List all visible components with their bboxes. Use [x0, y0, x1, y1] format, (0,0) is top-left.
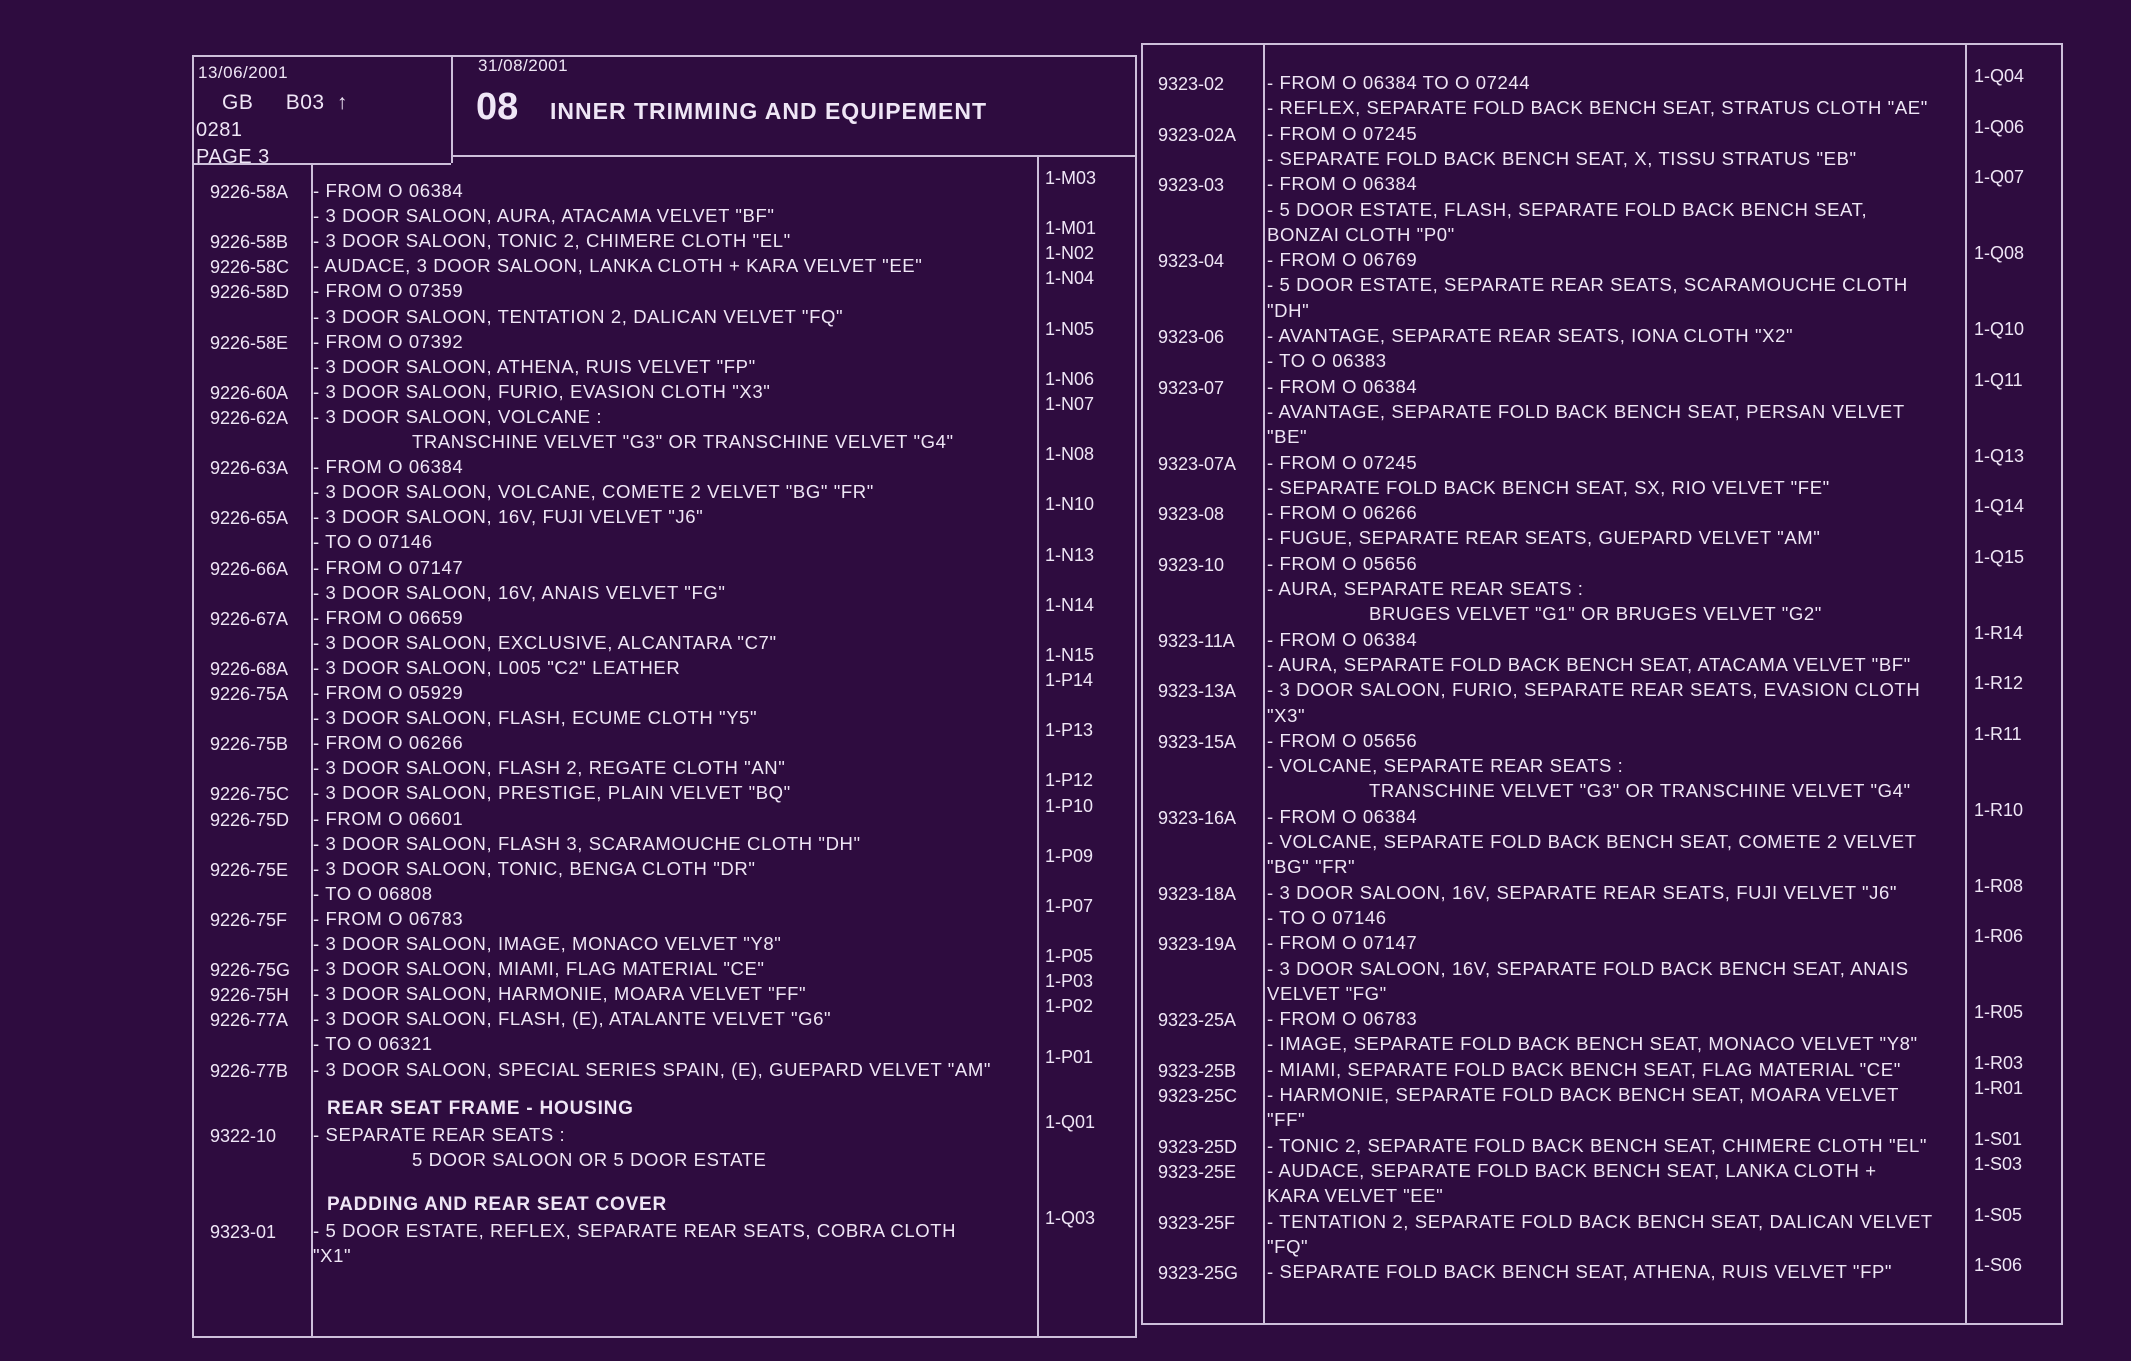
line-description: - TO O 07146 — [1267, 906, 1387, 928]
part-code: 1-Q06 — [1974, 116, 2025, 137]
line-description: "X1" — [313, 1244, 352, 1266]
part-code: 1-N15 — [1045, 644, 1095, 665]
line-description: - AURA, SEPARATE REAR SEATS : — [1267, 578, 1584, 599]
part-code: 1-Q08 — [1974, 243, 2025, 264]
part-reference: 9226-60A — [210, 382, 289, 403]
line-description: VELVET "FG" — [1267, 982, 1387, 1004]
line-description: - FROM O 07245 — [1267, 122, 1418, 144]
part-reference: 9226-77A — [210, 1010, 289, 1031]
line-description: - AVANTAGE, SEPARATE FOLD BACK BENCH SEAT, PERSAN VELVET — [1267, 400, 1905, 422]
line-description: - FROM O 06783 — [313, 907, 464, 929]
line-description: - TO O 06383 — [1267, 350, 1387, 372]
part-reference: 9323-06 — [1158, 327, 1225, 347]
line-description: - 3 DOOR SALOON, TONIC 2, CHIMERE CLOTH "EL" — [313, 230, 791, 252]
part-reference: 9323-04 — [1158, 251, 1225, 272]
line-description: - 5 DOOR ESTATE, FLASH, SEPARATE FOLD BACK BENCH SEAT, — [1267, 198, 1868, 220]
part-code: 1-R06 — [1974, 926, 2024, 947]
line-description: - AUDACE, SEPARATE FOLD BACK BENCH SEAT, LANKA CLOTH + — [1267, 1159, 1877, 1181]
part-reference: 9226-75C — [210, 784, 290, 805]
header-model-code: B03 — [285, 91, 325, 114]
line-description: "FF" — [1267, 1109, 1306, 1131]
part-code: 1-Q14 — [1974, 496, 2025, 517]
part-reference: 9323-07 — [1158, 377, 1225, 398]
part-reference: 9323-25A — [1158, 1010, 1237, 1031]
part-code: 1-R11 — [1974, 723, 2022, 744]
line-description: - REFLEX, SEPARATE FOLD BACK BENCH SEAT, STRATUS CLOTH "AE" — [1267, 97, 1928, 119]
part-code: 1-Q04 — [1974, 66, 2025, 86]
part-reference: 9323-25B — [1158, 1060, 1237, 1081]
part-reference: 9226-77B — [210, 1060, 289, 1081]
line-description: - FROM O 07245 — [1267, 451, 1418, 473]
line-description: - 3 DOOR SALOON, 16V, FUJI VELVET "J6" — [313, 506, 704, 528]
line-description: TRANSCHINE VELVET "G3" OR TRANSCHINE VELVET "G4" — [1369, 780, 1911, 802]
section-heading-rear-seat-frame: REAR SEAT FRAME - HOUSING — [327, 1097, 634, 1119]
line-description: - 3 DOOR SALOON, TONIC, BENGA CLOTH "DR" — [313, 857, 756, 879]
section-number: 08 — [476, 86, 519, 128]
part-code: 1-N13 — [1045, 544, 1095, 565]
part-reference: 9323-25E — [1158, 1161, 1237, 1182]
arrow-up-icon: ↑ — [336, 91, 348, 114]
part-code: 1-P10 — [1045, 795, 1094, 816]
part-reference: 9226-63A — [210, 458, 289, 479]
part-reference: 9323-25F — [1158, 1212, 1236, 1233]
part-reference: 9323-25G — [1158, 1263, 1239, 1284]
line-description: - FROM O 07359 — [313, 280, 464, 302]
part-code: 1-Q15 — [1974, 546, 2025, 567]
header-number: 0281 — [196, 119, 243, 141]
line-description: - 3 DOOR SALOON, FLASH, (E), ATALANTE VELVET "G6" — [313, 1008, 832, 1030]
part-code: 1-S05 — [1974, 1204, 2023, 1225]
line-description: - 3 DOOR SALOON, FURIO, SEPARATE REAR SEATS, EVASION CLOTH — [1267, 679, 1921, 701]
part-code: 1-N14 — [1045, 594, 1095, 615]
header-divider — [451, 55, 453, 163]
line-description: BRUGES VELVET "G1" OR BRUGES VELVET "G2" — [1369, 603, 1822, 625]
part-reference: 9323-08 — [1158, 504, 1225, 525]
part-reference: 9323-18A — [1158, 883, 1237, 904]
part-reference: 9226-75E — [210, 859, 289, 880]
part-reference: 9322-10 — [210, 1125, 277, 1146]
part-code: 1-Q13 — [1974, 445, 2025, 466]
part-code: 1-S01 — [1974, 1128, 2023, 1149]
line-description: - FROM O 06659 — [313, 606, 464, 628]
part-reference: 9323-25C — [1158, 1086, 1238, 1106]
line-description: - TONIC 2, SEPARATE FOLD BACK BENCH SEAT, CHIMERE CLOTH "EL" — [1267, 1134, 1928, 1156]
line-description: - FUGUE, SEPARATE REAR SEATS, GUEPARD VELVET "AM" — [1267, 527, 1821, 549]
line-description: - SEPARATE REAR SEATS : — [313, 1123, 566, 1145]
line-description: - FROM O 06384 — [1267, 628, 1418, 650]
part-reference: 9323-19A — [1158, 934, 1237, 955]
header-date-2: 31/08/2001 — [478, 56, 569, 75]
line-description: - TO O 06321 — [313, 1033, 433, 1055]
line-description: - VOLCANE, SEPARATE REAR SEATS : — [1267, 755, 1624, 777]
part-reference: 9323-02A — [1158, 124, 1237, 145]
part-code: 1-Q11 — [1974, 369, 2023, 390]
part-code: 1-P14 — [1045, 670, 1094, 690]
line-description: BONZAI CLOTH "P0" — [1267, 223, 1455, 245]
part-code: 1-Q01 — [1045, 1111, 1096, 1132]
part-code: 1-Q07 — [1974, 167, 2025, 188]
line-description: - 3 DOOR SALOON, MIAMI, FLAG MATERIAL "CE" — [313, 958, 765, 980]
right-ref-column-rule — [1263, 43, 1265, 1325]
line-description: - SEPARATE FOLD BACK BENCH SEAT, X, TISSU STRATUS "EB" — [1267, 147, 1857, 169]
part-reference: 9226-58A — [210, 182, 289, 202]
line-description: - 3 DOOR SALOON, VOLCANE : — [313, 405, 603, 427]
left-code-column-rule — [1037, 155, 1039, 1338]
line-description: - 3 DOOR SALOON, PRESTIGE, PLAIN VELVET "BQ" — [313, 782, 791, 804]
part-code: 1-S03 — [1974, 1153, 2023, 1174]
part-code: 1-R08 — [1974, 875, 2024, 896]
part-code: 1-S06 — [1974, 1255, 2023, 1276]
header-page: PAGE 3 — [196, 146, 270, 168]
line-description: - 3 DOOR SALOON, L005 "C2" LEATHER — [313, 656, 681, 678]
line-description: - FROM O 06601 — [313, 807, 464, 829]
line-description: - 3 DOOR SALOON, FLASH 2, REGATE CLOTH "AN" — [313, 757, 786, 779]
line-description: - FROM O 07392 — [313, 330, 464, 352]
header-bottom-rule-right — [451, 155, 1136, 157]
line-description: - TO O 07146 — [313, 531, 433, 553]
part-code: 1-R12 — [1974, 673, 2024, 694]
line-description: - 3 DOOR SALOON, FLASH, ECUME CLOTH "Y5" — [313, 707, 758, 729]
line-description: - 3 DOOR SALOON, 16V, SEPARATE REAR SEATS, FUJI VELVET "J6" — [1267, 881, 1898, 903]
part-reference: 9323-15A — [1158, 731, 1237, 752]
header-country — [222, 91, 348, 115]
line-description: - 3 DOOR SALOON, IMAGE, MONACO VELVET "Y8" — [313, 933, 782, 954]
part-reference: 9226-75D — [210, 809, 290, 830]
line-description: - MIAMI, SEPARATE FOLD BACK BENCH SEAT, FLAG MATERIAL "CE" — [1267, 1058, 1901, 1080]
part-reference: 9323-25D — [1158, 1136, 1238, 1157]
line-description: - FROM O 06384 TO O 07244 — [1267, 72, 1531, 93]
line-description: - AVANTAGE, SEPARATE REAR SEATS, IONA CLOTH "X2" — [1267, 325, 1794, 346]
part-code: 1-N07 — [1045, 393, 1095, 414]
line-description: - VOLCANE, SEPARATE FOLD BACK BENCH SEAT, COMETE 2 VELVET — [1267, 831, 1917, 852]
part-reference: 9226-75B — [210, 734, 289, 755]
part-code: 1-P09 — [1045, 845, 1094, 866]
part-code: 1-P01 — [1045, 1046, 1094, 1067]
part-reference: 9323-10 — [1158, 554, 1225, 575]
line-description: - 3 DOOR SALOON, TENTATION 2, DALICAN VELVET "FQ" — [313, 305, 844, 327]
line-description: 5 DOOR SALOON OR 5 DOOR ESTATE — [412, 1148, 767, 1170]
part-code: 1-R03 — [1974, 1052, 2024, 1073]
line-description: "BE" — [1267, 426, 1308, 448]
line-description: KARA VELVET "EE" — [1267, 1185, 1444, 1207]
line-description: - 3 DOOR SALOON, EXCLUSIVE, ALCANTARA "C7" — [313, 631, 777, 653]
part-reference: 9226-58D — [210, 282, 290, 303]
line-description: - FROM O 06384 — [313, 180, 464, 201]
part-reference: 9226-58C — [210, 257, 290, 278]
line-description: - FROM O 06769 — [1267, 249, 1418, 271]
line-description: - FROM O 07147 — [1267, 932, 1418, 954]
part-reference: 9323-13A — [1158, 681, 1237, 702]
part-reference: 9226-68A — [210, 658, 289, 679]
line-description: - 5 DOOR ESTATE, REFLEX, SEPARATE REAR SEATS, COBRA CLOTH — [313, 1219, 957, 1241]
line-description: - 3 DOOR SALOON, AURA, ATACAMA VELVET "BF" — [313, 205, 775, 227]
part-code: 1-N05 — [1045, 318, 1095, 339]
part-code: 1-N04 — [1045, 268, 1095, 289]
line-description: - FROM O 06266 — [313, 732, 464, 754]
part-reference: 9226-75F — [210, 909, 288, 930]
line-description: - 3 DOOR SALOON, SPECIAL SERIES SPAIN, (E), GUEPARD VELVET "AM" — [313, 1058, 992, 1080]
section-title: INNER TRIMMING AND EQUIPEMENT — [550, 98, 988, 124]
line-description: TRANSCHINE VELVET "G3" OR TRANSCHINE VELVET "G4" — [412, 431, 954, 452]
part-reference: 9323-11A — [1158, 630, 1235, 651]
line-description: - FROM O 06266 — [1267, 502, 1418, 524]
line-description: - FROM O 07147 — [313, 556, 464, 578]
part-code: 1-P07 — [1045, 895, 1094, 916]
part-reference: 9226-58E — [210, 332, 289, 353]
part-code: 1-P05 — [1045, 946, 1094, 967]
part-reference: 9323-16A — [1158, 807, 1237, 828]
part-code: 1-R05 — [1974, 1002, 2024, 1023]
part-code: 1-Q10 — [1974, 319, 2025, 339]
part-reference: 9323-01 — [210, 1221, 277, 1242]
line-description: - IMAGE, SEPARATE FOLD BACK BENCH SEAT, MONACO VELVET "Y8" — [1267, 1033, 1918, 1055]
header-date-1: 13/06/2001 — [198, 63, 289, 82]
line-description: - FROM O 05929 — [313, 682, 464, 703]
part-reference: 9323-07A — [1158, 453, 1237, 474]
section-heading-padding-cover: PADDING AND REAR SEAT COVER — [327, 1193, 668, 1215]
line-description: - FROM O 06384 — [1267, 173, 1418, 195]
part-reference: 9226-62A — [210, 407, 289, 428]
line-description: "DH" — [1267, 299, 1310, 321]
part-reference: 9226-75A — [210, 684, 289, 704]
part-reference: 9226-75H — [210, 985, 290, 1006]
part-code: 1-R14 — [1974, 622, 2024, 643]
line-description: - 3 DOOR SALOON, 16V, SEPARATE FOLD BACK BENCH SEAT, ANAIS — [1267, 957, 1909, 979]
part-code: 1-R01 — [1974, 1078, 2024, 1098]
line-description: - TENTATION 2, SEPARATE FOLD BACK BENCH SEAT, DALICAN VELVET — [1267, 1210, 1933, 1232]
part-reference: 9226-67A — [210, 608, 289, 629]
line-description: - FROM O 06384 — [313, 456, 464, 478]
line-description: - 3 DOOR SALOON, HARMONIE, MOARA VELVET "FF" — [313, 983, 807, 1005]
line-description: - AUDACE, 3 DOOR SALOON, LANKA CLOTH + KARA VELVET "EE" — [313, 255, 923, 277]
part-code: 1-M03 — [1045, 168, 1097, 188]
part-reference: 9226-65A — [210, 508, 289, 529]
part-code: 1-N08 — [1045, 444, 1095, 465]
line-description: - 3 DOOR SALOON, FLASH 3, SCARAMOUCHE CLOTH "DH" — [313, 832, 861, 854]
part-reference: 9226-66A — [210, 558, 289, 579]
line-description: "BG" "FR" — [1267, 856, 1356, 878]
part-reference: 9226-75G — [210, 960, 291, 981]
part-code: 1-R10 — [1974, 799, 2024, 820]
line-description: - FROM O 05656 — [1267, 552, 1418, 574]
line-description: - AURA, SEPARATE FOLD BACK BENCH SEAT, ATACAMA VELVET "BF" — [1267, 653, 1911, 675]
line-description: - 3 DOOR SALOON, VOLCANE, COMETE 2 VELVET "BG" "FR" — [313, 481, 874, 503]
line-description: - 5 DOOR ESTATE, SEPARATE REAR SEATS, SCARAMOUCHE CLOTH — [1267, 274, 1908, 296]
line-description: "X3" — [1267, 704, 1306, 726]
part-code: 1-Q03 — [1045, 1207, 1096, 1228]
part-reference: 9323-02 — [1158, 74, 1225, 94]
line-description: - FROM O 06783 — [1267, 1008, 1418, 1030]
part-reference: 9323-03 — [1158, 175, 1225, 196]
part-reference: 9226-58B — [210, 232, 289, 253]
line-description: - FROM O 06384 — [1267, 805, 1418, 827]
part-code: 1-P02 — [1045, 996, 1094, 1017]
part-code: 1-N06 — [1045, 368, 1095, 389]
right-code-column-rule — [1965, 43, 1967, 1325]
line-description: - FROM O 05656 — [1267, 729, 1418, 751]
part-code: 1-P12 — [1045, 770, 1094, 791]
line-description: "FQ" — [1267, 1235, 1309, 1257]
line-description: - SEPARATE FOLD BACK BENCH SEAT, ATHENA, RUIS VELVET "FP" — [1267, 1261, 1893, 1283]
part-code: 1-N02 — [1045, 243, 1095, 264]
part-code: 1-M01 — [1045, 218, 1097, 239]
line-description: - 3 DOOR SALOON, FURIO, EVASION CLOTH "X3" — [313, 380, 771, 402]
line-description: - SEPARATE FOLD BACK BENCH SEAT, SX, RIO VELVET "FE" — [1267, 476, 1830, 498]
line-description: - TO O 06808 — [313, 882, 433, 904]
line-description: - FROM O 06384 — [1267, 375, 1418, 397]
header-country-code: GB — [222, 91, 254, 114]
part-code: 1-P03 — [1045, 971, 1094, 992]
line-description: - 3 DOOR SALOON, ATHENA, RUIS VELVET "FP" — [313, 355, 756, 377]
line-description: - HARMONIE, SEPARATE FOLD BACK BENCH SEAT, MOARA VELVET — [1267, 1084, 1899, 1105]
part-code: 1-P13 — [1045, 720, 1094, 741]
line-description: - 3 DOOR SALOON, 16V, ANAIS VELVET "FG" — [313, 581, 726, 603]
part-code: 1-N10 — [1045, 494, 1095, 515]
